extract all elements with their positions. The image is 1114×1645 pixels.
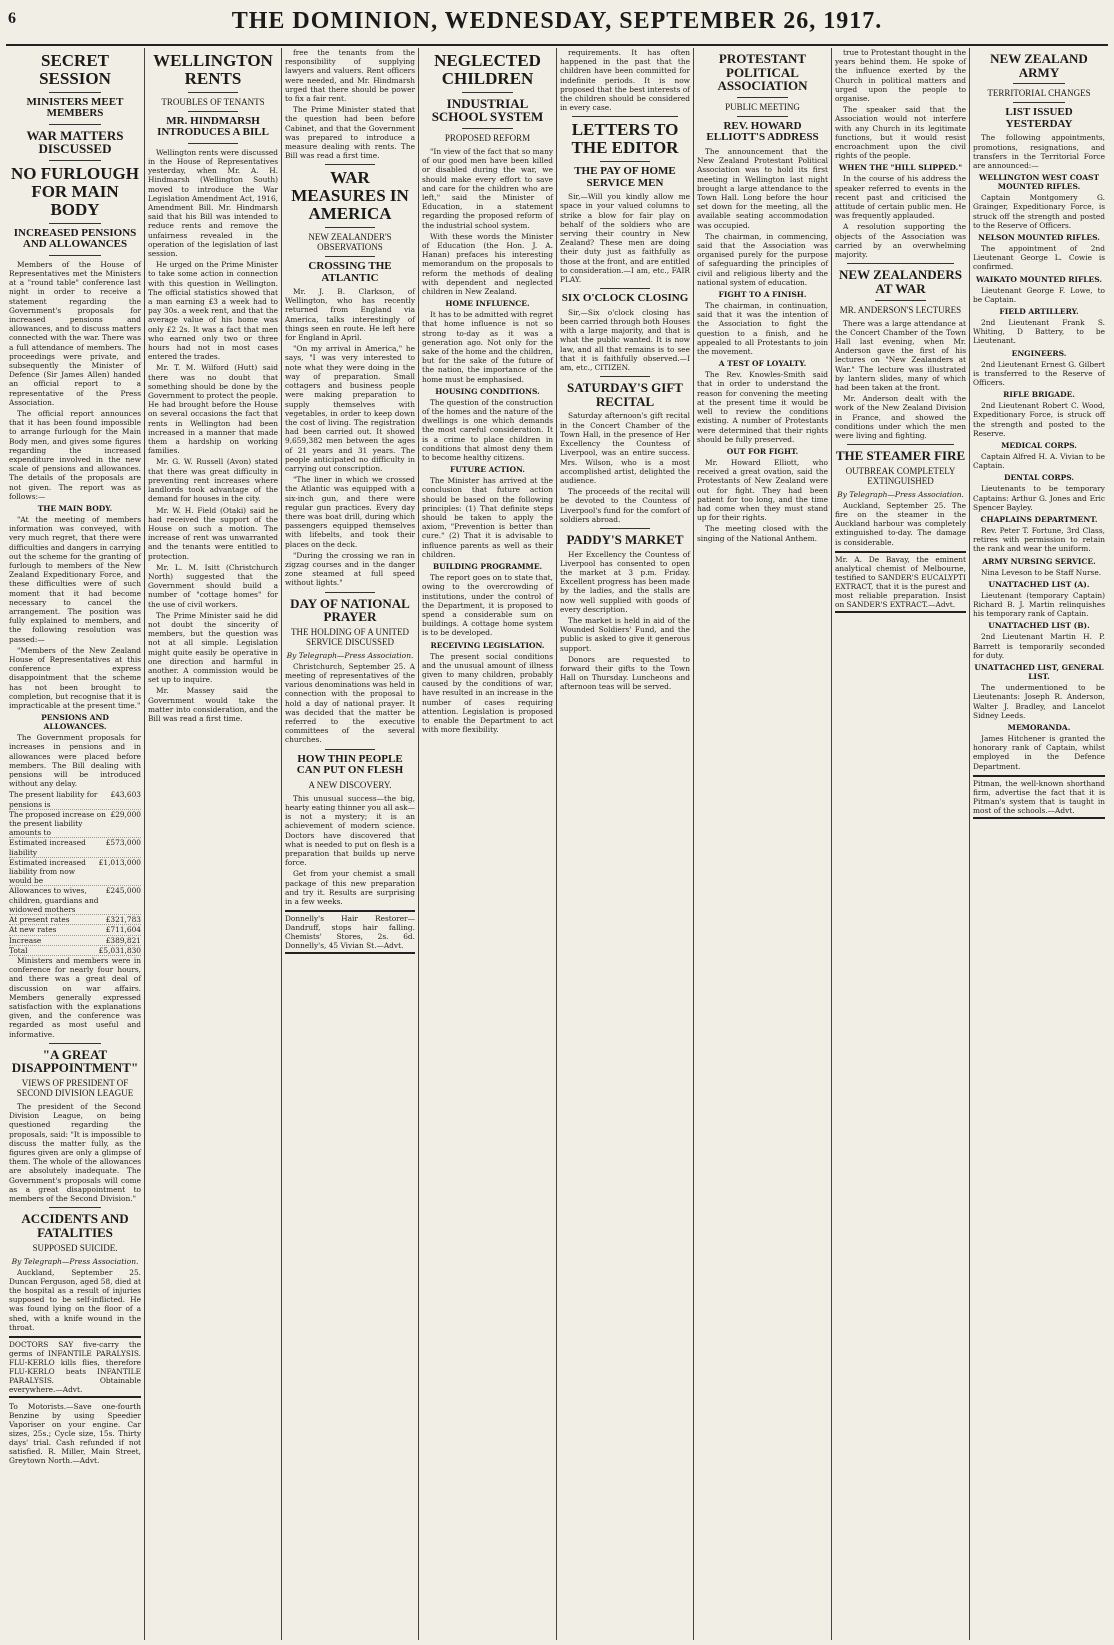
divider <box>325 749 375 750</box>
subhead-six-oclock: SIX O'CLOCK CLOSING <box>561 292 689 305</box>
subhead-hindmarsh: MR. HINDMARSH INTRODUCES A BILL <box>157 114 269 139</box>
figures-value: £43,603 <box>110 790 141 800</box>
figures-label: Allowances to wives, children, guardians and widowed mothers <box>9 886 99 914</box>
headline-protestant: PROTESTANT POLITICAL ASSOCIATION <box>717 51 808 94</box>
figures-value: £711,604 <box>105 925 141 935</box>
headline-gift-recital: SATURDAY'S GIFT RECITAL <box>567 380 683 409</box>
article-paragraph: true to Protestant thought in the years behind them. He spoke of the influence exerted by the Church in political matters and urged upon the people to organise. <box>835 48 966 104</box>
article-paragraph: It has to be admitted with regret that home influence is not so strong to-day as it was a generation ago. Not only for the sake of the home and the children, but for the sake of the future of the nation, the importance of the home must be emphasised. <box>422 310 553 384</box>
divider <box>600 288 650 289</box>
figures-label: At present rates <box>9 915 70 925</box>
article-paragraph: Mr. Howard Elliott, who received a great ovation, said the Protestants of New Zealand were out for fight. They had been patient for too long, and the time had come when they must stand up for their rights. <box>697 457 828 523</box>
figures-value: £5,031,830 <box>98 945 141 955</box>
byline: By Telegraph—Press Association. <box>837 489 964 499</box>
article-paragraph: Christchurch, September 25. A meeting of representatives of the various denominations was held in connection with the proposal to hold a day of national prayer. It was decided that the matter be referred to the executive committees of the several churches. <box>285 661 415 745</box>
article-paragraph: Her Excellency the Countess of Liverpool has consented to open the market at 3 p.m. Friday. Excellent progress has been made by the ladies, and the stalls are now well supplied with goods of every description. <box>560 549 690 614</box>
article-paragraph: Mr. Massey said the Government would take the matter into consideration, and the Bill was read a first time. <box>148 686 278 723</box>
section-heading: RECEIVING LEGISLATION. <box>430 640 545 650</box>
article-paragraph: Lieutenant George F. Lowe, to be Captain. <box>973 285 1105 304</box>
divider <box>875 300 926 301</box>
section-heading: BUILDING PROGRAMME. <box>432 562 543 572</box>
article-paragraph: The Government proposals for increases in pensions and in allowances were placed before members. The Bill dealing with pensions will be introduced without any delay. <box>9 733 141 789</box>
section-heading: ENGINEERS. <box>1011 348 1067 358</box>
column-3 <box>281 48 418 1640</box>
section-heading: RIFLE BRIGADE. <box>1003 390 1075 400</box>
article-paragraph: This unusual success—the big, hearty eating thinner you all ask—is not a mystery; it is an achievement of modern science. Doctors have discovered that what is needed to put on flesh is a preparation that builds up nerve force. <box>285 793 415 868</box>
subhead-suicide: SUPPOSED SUICIDE. <box>32 1242 118 1253</box>
figures-value: £29,000 <box>110 809 141 819</box>
column-6 <box>693 48 831 1640</box>
section-heading: HOME INFLUENCE. <box>445 299 530 309</box>
headline-wellington-rents: WELLINGTON RENTS <box>153 51 273 88</box>
figures-label: Estimated increased liability from now would be <box>9 857 86 886</box>
section-heading: MEDICAL CORPS. <box>1001 441 1077 451</box>
divider <box>188 92 238 93</box>
divider <box>600 528 650 529</box>
article-paragraph: The Rev. Knowles-Smith said that in order to understand the reason for convening the meeting at the present time it would be well to review the conditions existing. A number of Protestants were determined that their rights should be fully preserved. <box>697 370 828 444</box>
divider <box>188 143 238 144</box>
divider <box>49 124 101 125</box>
subhead-list: LIST ISSUED YESTERDAY <box>1005 106 1073 130</box>
divider <box>49 160 101 161</box>
figures-label: The proposed increase on the present liability amounts to <box>9 809 106 838</box>
divider <box>49 1043 101 1044</box>
section-heading: ARMY NURSING SERVICE. <box>982 556 1096 566</box>
figures-value: £1,013,000 <box>98 857 141 867</box>
subhead-ministers: MINISTERS MEET MEMBERS <box>26 95 124 120</box>
section-heading: NELSON MOUNTED RIFLES. <box>978 233 1100 242</box>
figures-value: £573,000 <box>105 838 141 848</box>
column-8 <box>969 48 1108 1640</box>
article-paragraph: 2nd Lieutenant Frank S. Whiting, D Battery, to be Lieutenant. <box>973 318 1105 346</box>
figures-label: At new rates <box>9 925 57 935</box>
headline-paddys-market: PADDY'S MARKET <box>566 531 684 547</box>
divider <box>737 97 788 98</box>
advertisement: Mr. A. De Bavay, the eminent analytical chemist of Melbourne, testified to SANDER'S EUCALYPTI EXTRACT, that it is the purest and most reliable preparation. Insist on SANDER'S EXTRACT.—Advt. <box>835 551 966 613</box>
article-paragraph: Rev. Peter T. Fortune, 3rd Class, retires with permission to retain the rank and wear the uniform. <box>973 526 1105 554</box>
figures-row <box>9 886 141 915</box>
article-paragraph: Sir,—Six o'clock closing has been carried through both Houses with a large majority, and that is what the public wanted. It is now law, and all that remains is to see that it is faithfully observed.—I am, etc., CITIZEN. <box>560 307 690 372</box>
section-heading: UNATTACHED LIST, GENERAL LIST. <box>974 663 1104 682</box>
article-paragraph: The announcement that the New Zealand Protestant Political Association was to hold its first meeting in Wellington last night brought a large attendance to the Town Hall. Long before the hour set down for the meeting, all the available seating accommodation was occupied. <box>697 147 828 230</box>
figures-row <box>9 810 141 839</box>
article-paragraph: "The liner in which we crossed the Atlantic was equipped with a six-inch gun, and there were regular gun practices. Every day there was boat drill, during which passengers equipped themselves with lifebelts, and took their places on the deck. <box>285 475 415 549</box>
article-paragraph: Captain Montgomery G. Grainger, Expeditionary Force, is struck off the strength and posted to the Reserve of Officers. <box>973 193 1105 230</box>
article-paragraph: The Minister has arrived at the conclusion that future action should be based on the following principles: (1) That definite steps should be taken to apply the axiom, "Prevention is better than cure." (2) That it is advisable to influence parents as well as their children. <box>422 476 553 559</box>
article-paragraph: The official report announces that it has been found impossible to arrange furlough for the Main Body men, and gives some figures regarding the increased expenditure involved in the new scale of pensions and allowances. The details of the proposals are not given. The report was as follows:— <box>9 408 141 501</box>
figures-label: Total <box>9 945 28 955</box>
article-paragraph: The meeting closed with the singing of the National Anthem. <box>697 524 828 543</box>
article-paragraph: "On my arrival in America," he says, "I was very interested to note what they were doing in the way of preparation. Small cottagers and business people were making preparation to supply themselves with vegetables, in order to keep down the cost of living. The registration had been carried out. It showed 9,659,382 men between the ages of 21 years and 31 years. The people anticipated no difficulty in carrying out conscription. <box>285 344 415 473</box>
divider <box>1013 102 1065 103</box>
article-paragraph: Wellington rents were discussed in the House of Representatives yesterday, when Mr. A. H. Hindmarsh (Wellington South) moved to introduce the War Legislation Amendment Act, 1916, Amendment Bill. Mr. Hindmarsh said that his Bill was intended to reduce rents and remove the unfairness revealed in the operation of the legislation of last session. <box>148 147 278 259</box>
section-heading: CHAPLAINS DEPARTMENT. <box>980 515 1098 525</box>
divider <box>847 444 954 445</box>
subhead-industrial-school: INDUSTRIAL SCHOOL SYSTEM <box>431 95 544 125</box>
article-paragraph: Ministers and members were in conference for nearly four hours, and there was a great deal of discussion on war affairs. Members generally expressed satisfaction with the explanations given, and the conference was regarded as most useful and informative. <box>9 955 141 1039</box>
column-4 <box>418 48 556 1640</box>
subhead-crossing: CROSSING THE ATLANTIC <box>308 259 392 284</box>
divider <box>572 116 678 117</box>
figures-value: £245,000 <box>105 886 141 896</box>
article-paragraph: In the course of his address the speaker referred to events in the recent past and criticised the attitude of certain public men. He was frequently applauded. <box>835 174 966 221</box>
subhead-discovery: A NEW DISCOVERY. <box>308 779 392 790</box>
article-paragraph: Lieutenants to be temporary Captains: Arthur G. Jones and Eric Spencer Bayley. <box>973 484 1105 512</box>
article-paragraph: Mr. J. B. Clarkson, of Wellington, who has recently returned from England via America, talks interestingly of things seen en route. He left here for England in April. <box>285 287 415 343</box>
headline-neglected-children: NEGLECTED CHILDREN <box>434 51 541 88</box>
subhead-territorial: TERRITORIAL CHANGES <box>987 88 1091 99</box>
divider <box>188 111 238 112</box>
article-paragraph: 2nd Lieutenant Ernest G. Gilbert is transferred to the Reserve of Officers. <box>973 359 1105 388</box>
article-paragraph: A resolution supporting the objects of the Association was carried by an overwhelming majority. <box>835 222 966 260</box>
figures-row <box>9 936 141 946</box>
figures-row <box>9 915 141 925</box>
article-paragraph: The question of the construction of the homes and the nature of the dwellings is one which demands the most careful consideration. It is a crime to place children in conditions that almost deny them to become healthy citizens. <box>422 397 553 463</box>
headline-thin-people: HOW THIN PEOPLE CAN PUT ON FLESH <box>296 752 404 777</box>
figures-value: £321,783 <box>105 915 141 925</box>
article-paragraph: Lieutenant (temporary Captain) Richard B. J. Martin relinquishes his temporary rank of Captain. <box>973 590 1105 619</box>
byline: By Telegraph—Press Association. <box>11 1256 139 1266</box>
advertisement: To Motorists.—Save one-fourth Benzine by using Speedier Vaporiser on your engine. Car sizes, 25s.; Cycle size, 15s. Thirty days' trial. Cash refunded if not satisfied. R. Miller, Main Street, Greytown North.—Advt. <box>9 1401 141 1465</box>
article-paragraph: The chairman, in commencing, said that the Association was organised purely for the purpose of safeguarding the principles of civil and religious liberty and the national system of education. <box>697 231 828 287</box>
subhead-anderson: MR. ANDERSON'S LECTURES <box>839 304 962 315</box>
section-heading: UNATTACHED LIST (A). <box>988 579 1090 589</box>
column-2 <box>144 48 281 1640</box>
article-paragraph: Auckland, September 25. Duncan Ferguson, aged 58, died at the hospital as a result of injuries supposed to be self-inflicted. He was found lying on the floor of a shed, with a knife wound in the throat. <box>9 1267 141 1332</box>
article-paragraph: Captain Alfred H. A. Vivian to be Captain. <box>973 452 1105 471</box>
divider <box>325 256 375 257</box>
article-paragraph: He urged on the Prime Minister to take some action in connection with this question in Wellington. The official statistics showed that a man earning £3 a week had to pay 30s. a week rent, and that the average value of his home was only £2 2s. It was a fact that men who earned only two or three hours had not in most cases entered the trades. <box>148 260 278 362</box>
subhead-no-furlough: NO FURLOUGH FOR MAIN BODY <box>11 164 139 219</box>
article-paragraph: 2nd Lieutenant Martin H. P. Barrett is temporarily seconded for duty. <box>973 632 1105 660</box>
article-paragraph: 2nd Lieutenant Robert C. Wood, Expeditionary Force, is struck off the strength and posted to the Reserve. <box>973 401 1105 438</box>
section-heading: DENTAL CORPS. <box>1003 473 1075 483</box>
article-paragraph: Mr. T. M. Wilford (Hutt) said there was no doubt that something should be done by the Government to protect the people. He had brought before the House on several occasions the fact that rents in Wellington had been increased in a manner that made them a hardship on working families. <box>148 363 278 456</box>
section-heading: OUT FOR FIGHT. <box>726 446 799 456</box>
article-paragraph: free the tenants from the responsibility of supplying lawyers and valuers. Rent officers were needed, and Mr. Hindmarsh urged that there should be power to fix a fair rent. <box>285 48 415 104</box>
divider <box>49 1207 101 1208</box>
advertisement: Donnelly's Hair Restorer—Dandruff, stops hair falling. Chemists' Stores, 2s. 6d. Donnelly's, 45 Vivian St.—Advt. <box>285 910 415 954</box>
section-heading: WAIKATO MOUNTED RIFLES. <box>975 274 1103 284</box>
columns <box>6 48 1108 1640</box>
article-paragraph: Mr. W. H. Field (Otaki) said he had received the support of the House on such a motion. The increase of rent was unwarranted and the tenants were entitled to protection. <box>148 505 278 561</box>
article-paragraph: "During the crossing we ran in zigzag courses and in the danger zone steamed at full speed without lights." <box>285 550 415 588</box>
byline: By Telegraph—Press Association. <box>286 650 414 660</box>
article-paragraph: Mr. L. M. Isitt (Christchurch North) suggested that the Government should build a number of "cottage homes" for the use of civil workers. <box>148 562 278 609</box>
headline-national-prayer: DAY OF NATIONAL PRAYER <box>290 595 410 625</box>
article-paragraph: The undermentioned to be Lieutenants: Joseph R. Anderson, Walter J. Bradley, and Lancelot Sidney Leeds. <box>973 683 1105 720</box>
headline-steamer-fire: THE STEAMER FIRE <box>835 448 966 464</box>
divider <box>325 592 375 593</box>
article-paragraph: The Prime Minister stated that the question had been before Cabinet, and that the Government was prepared to introduce a measure dealing with rents. The Bill was read a first time. <box>285 105 415 161</box>
divider <box>737 116 788 117</box>
figures-value: £389,821 <box>105 935 141 945</box>
subhead-home-service: THE PAY OF HOME SERVICE MEN <box>574 165 676 189</box>
article-paragraph: Saturday afternoon's gift recital in the Concert Chamber of the Town Hall, in the presence of Her Excellency the Countess of Liverpool, was an entire success. Mrs. Wilson, who is a most accomplished artist, delighted the audience. <box>560 411 690 485</box>
figures-row <box>9 858 141 887</box>
divider <box>1013 83 1065 84</box>
divider <box>847 263 954 264</box>
divider <box>325 164 375 165</box>
section-heading: MEMORANDA. <box>1007 722 1071 732</box>
divider <box>49 223 101 224</box>
article-paragraph: With these words the Minister of Education (the Hon. J. A. Hanan) prefaces his interesting memorandum on the proposals to reform the methods of dealing with dependent and neglected children in New Zealand. <box>422 231 553 297</box>
figures-label: Increase <box>9 935 42 945</box>
article-paragraph: Members of the House of Representatives met the Ministers at a "round table" conference last night in order to receive a statement regarding the Government's proposals for increased pensions and allowances, and to discuss matters connected with the war. There was a full attendance of members. The proceedings were private, and subsequently the Minister of Defence (Sir James Allen) handed an official report to a representative of the Press Association. <box>9 259 141 407</box>
headline-nz-at-war: NEW ZEALANDERS AT WAR <box>839 267 962 296</box>
headline-war-measures: WAR MEASURES IN AMERICA <box>291 168 409 224</box>
article-paragraph: Nina Leveson to be Staff Nurse. <box>981 567 1102 577</box>
divider <box>462 92 513 93</box>
section-heading: HOUSING CONDITIONS. <box>435 386 540 396</box>
section-heading: UNATTACHED LIST (B). <box>988 621 1090 631</box>
column-7 <box>831 48 969 1640</box>
column-1 <box>6 48 144 1640</box>
column-5 <box>556 48 693 1640</box>
section-heading: FUTURE ACTION. <box>450 465 525 475</box>
article-paragraph: The chairman, in continuation, said that it was the intention of the Association to fight the question to a finish, and he appealed to all Protestants to join the movement. <box>697 301 828 357</box>
article-paragraph: The report goes on to state that, owing to the overcrowding of institutions, under the control of the Department, it is proposed to spend a considerable sum on buildings. A cottage home system is to be developed. <box>422 573 553 638</box>
subhead-extinguished: OUTBREAK COMPLETELY EXTINGUISHED <box>845 465 956 486</box>
headline-secret-session: SECRET SESSION <box>39 51 111 88</box>
masthead <box>6 4 1108 46</box>
article-paragraph: The following appointments, promotions, resignations, and transfers in the Territorial Force are announced:— <box>973 133 1105 170</box>
article-paragraph: Sir,—Will you kindly allow me space in your valued columns to strike a blow for fair play on behalf of the soldiers who are serving their country in New Zealand? These men are doing their duty just as faithfully as those at the front, and are entitled to consideration.—I am, etc., FAIR PLAY. <box>560 192 690 285</box>
article-paragraph: Auckland, September 25. The fire on the steamer in the Auckland harbour was completely extinguished to-day. The damage is considerable. <box>835 500 966 547</box>
subhead-pensions: INCREASED PENSIONS AND ALLOWANCES <box>13 226 137 251</box>
figures-table <box>9 790 141 955</box>
figures-row <box>9 925 141 935</box>
subhead-united-service: THE HOLDING OF A UNITED SERVICE DISCUSSED <box>291 626 409 647</box>
section-heading: WHEN THE "HILL SLIPPED." <box>838 163 963 173</box>
divider <box>325 227 375 228</box>
headline-accidents: ACCIDENTS AND FATALITIES <box>21 1211 129 1240</box>
page-number: 6 <box>8 10 16 27</box>
advertisement: DOCTORS SAY five-carry the germs of INFANTILE PARALYSIS. FLU-KERLO kills flies, therefore FLU-KERLO beats INFANTILE PARALYSIS. Obtainable everywhere.—Advt. <box>9 1336 141 1398</box>
section-heading: THE MAIN BODY. <box>37 503 113 513</box>
article-paragraph: There was a large attendance at the Concert Chamber of the Town Hall last evening, when Mr. Anderson gave the first of his lectures on "New Zealanders at War." The lecture was illustrated by lantern slides, many of which had been taken at the front. <box>835 318 966 392</box>
divider <box>600 376 650 377</box>
subhead-views: VIEWS OF PRESIDENT OF SECOND DIVISION LEAGUE <box>16 1078 134 1099</box>
section-heading: FIGHT TO A FINISH. <box>718 290 807 300</box>
figures-label: The present liability for pensions is <box>9 790 98 809</box>
article-paragraph: "In view of the fact that so many of our good men have been killed or disabled during the war, we should make every effort to save and care for the children who are left," said the Minister of Education, in a statement regarding the proposed reform of the industrial school system. <box>422 146 553 230</box>
headline-letters: LETTERS TO THE EDITOR <box>571 120 679 158</box>
subhead-observations: NEW ZEALANDER'S OBSERVATIONS <box>308 231 392 252</box>
article-paragraph: James Hitchener is granted the honorary rank of Captain, whilst employed in the Defence Department. <box>973 733 1105 771</box>
divider <box>49 255 101 256</box>
article-paragraph: Donors are requested to forward their gifts to the Town Hall on Thursday. Luncheons and afternoon teas will be served. <box>560 654 690 692</box>
article-paragraph: The Prime Minister said he did not doubt the sincerity of members, but the question was not at all simple. Legislation might quite easily be operative in one direction and harmful in another. A commission would be set up to inquire. <box>148 610 278 685</box>
article-paragraph: The speaker said that the Association would not interfere with any Church in its legitimate functions, but it would resist encroachment upon the civil rights of the people. <box>835 105 966 161</box>
article-paragraph: requirements. It has often happened in the past that the children have been committed for indefinite periods. It is now proposed that the best interests of the children should be considered in every case. <box>560 48 690 113</box>
section-heading: PENSIONS AND ALLOWANCES. <box>41 713 109 732</box>
article-paragraph: Mr. G. W. Russell (Avon) stated that there was great difficulty in preventing rent increases where landlords took advantage of the demand for houses in the city. <box>148 457 278 504</box>
subhead-reform: PROPOSED REFORM <box>444 132 531 143</box>
subhead-public-meeting: PUBLIC MEETING <box>725 101 800 112</box>
figures-row <box>9 790 141 809</box>
figures-label: Estimated increased liability <box>9 838 86 857</box>
headline-nz-army: NEW ZEALAND ARMY <box>990 51 1088 80</box>
subhead-troubles: TROUBLES OF TENANTS <box>161 96 265 107</box>
divider <box>600 161 650 162</box>
article-paragraph: The proceeds of the recital will be devoted to the Countess of Liverpool's fund for the comfort of soldiers abroad. <box>560 487 690 524</box>
article-paragraph: "At the meeting of members information was conveyed, with very much regret, that there were difficulties and dangers in carrying out the scheme for the granting of furlough to members of the New Zealand Expeditionary Force, and these difficulties were of such moment that it had become necessary to cancel the arrangement. The position was fully explained to members, and the following resolution was passed:— <box>9 514 141 644</box>
article-paragraph: The president of the Second Division League, on being questioned regarding the proposals, said: "It is impossible to discuss the matter fully, as the figures given are only a glimpse of them. The whole of the allowances are absolutely inadequate. The Government's proposals will come as a great disappointment to members of the Second Division." <box>9 1102 141 1204</box>
divider <box>462 128 513 129</box>
section-heading: A TEST OF LOYALTY. <box>718 359 807 369</box>
section-heading: WELLINGTON WEST COAST MOUNTED RIFLES. <box>978 173 1100 192</box>
advertisement: Pitman, the well-known shorthand firm, advertise the fact that it is Pitman's system that is taught in most of the schools.—Advt. <box>973 775 1105 819</box>
subhead-war-matters: WAR MATTERS DISCUSSED <box>26 127 124 157</box>
figures-row <box>9 838 141 857</box>
headline-disappointment: "A GREAT DISAPPOINTMENT" <box>11 1046 139 1076</box>
subhead-elliott: REV. HOWARD ELLIOTT'S ADDRESS <box>706 119 819 144</box>
masthead-title: THE DOMINION, WEDNESDAY, SEPTEMBER 26, 1917. <box>231 8 883 34</box>
article-paragraph: The present social conditions and the unusual amount of illness given to many children, probably caused by the conditions of war, have resulted in an increase in the number of cases requiring attention. Legislation is proposed to enable the Department to act with more flexibility. <box>422 651 553 735</box>
article-paragraph: Get from your chemist a small package of this new preparation and try it. Results are surprising in a few weeks. <box>285 869 415 906</box>
article-paragraph: The market is held in aid of the Wounded Soldiers' Fund, and the public is asked to give it generous support. <box>560 615 690 653</box>
section-heading: FIELD ARTILLERY. <box>999 307 1079 317</box>
figures-row <box>9 946 141 956</box>
divider <box>49 92 101 93</box>
article-paragraph: The appointment of 2nd Lieutenant George L. Cowie is confirmed. <box>973 244 1105 272</box>
article-paragraph: Mr. Anderson dealt with the work of the New Zealand Division in France, and showed the conditions under which the men were living and fighting. <box>835 394 966 440</box>
article-paragraph: "Members of the New Zealand House of Representatives at this conference express disappointment that the scheme has not been brought to completion, but recognise that it is impracticable at the present time." <box>9 645 141 711</box>
